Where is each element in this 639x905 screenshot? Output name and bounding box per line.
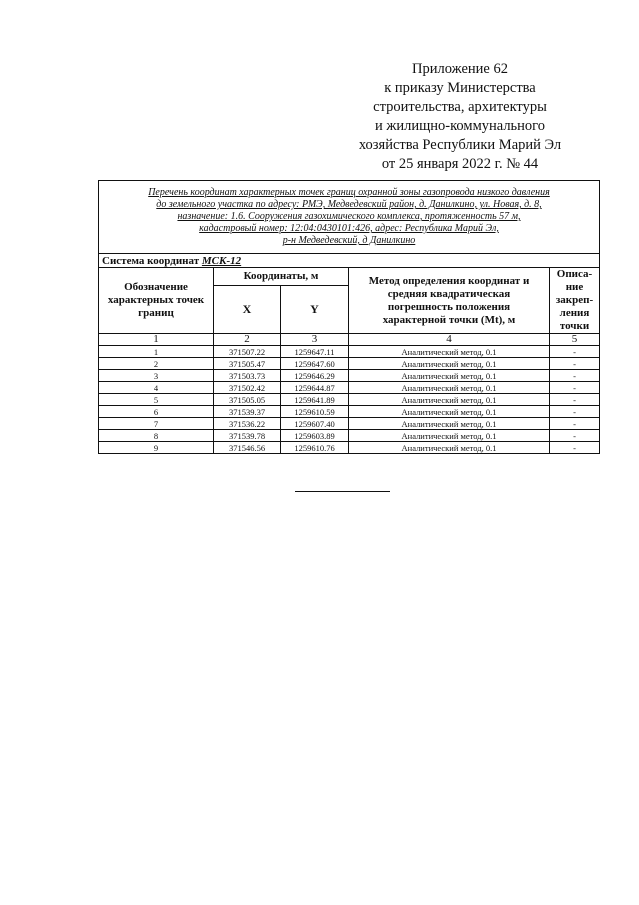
cell-point: 2 (99, 358, 214, 370)
cell-y: 1259644.87 (281, 382, 349, 394)
header-text: закреп- (555, 294, 594, 306)
header-line: к приказу Министерства (384, 80, 536, 96)
cell-desc: - (550, 442, 600, 454)
cell-y: 1259647.60 (281, 358, 349, 370)
header-text: ления (559, 307, 590, 319)
header-designation (99, 268, 214, 334)
header-text: Описа- (556, 268, 593, 280)
cell-desc: - (550, 382, 600, 394)
header-text: характерной точки (Mt), м (382, 313, 516, 326)
cell-desc: - (550, 358, 600, 370)
title-line: до земельного участка по адресу: РМЭ, Медведевский район, д. Данилкино, ул. Новая, д. 8, (156, 199, 542, 210)
header-x: X (214, 285, 281, 333)
cell-point: 5 (99, 394, 214, 406)
cell-point: 4 (99, 382, 214, 394)
coordinate-system-value: МСК-12 (201, 254, 242, 267)
cell-desc: - (550, 418, 600, 430)
cell-desc: - (550, 346, 600, 358)
cell-point: 7 (99, 418, 214, 430)
cell-method: Аналитический метод, 0.1 (349, 394, 550, 406)
cell-method: Аналитический метод, 0.1 (349, 358, 550, 370)
header-line: Приложение 62 (412, 61, 508, 77)
table-row (99, 382, 600, 394)
table-row (99, 346, 600, 358)
cell-desc: - (550, 370, 600, 382)
cell-x: 371546.56 (214, 442, 281, 454)
cell-y: 1259603.89 (281, 430, 349, 442)
table-row (99, 370, 600, 382)
cell-method: Аналитический метод, 0.1 (349, 370, 550, 382)
table-row (99, 406, 600, 418)
cell-y: 1259646.29 (281, 370, 349, 382)
column-number: 5 (550, 334, 600, 346)
cell-method: Аналитический метод, 0.1 (349, 442, 550, 454)
header-text: характерных точек (107, 294, 205, 306)
column-number: 1 (99, 334, 214, 346)
coordinates-table (98, 180, 600, 454)
header-line: строительства, архитектуры (373, 99, 547, 115)
cell-x: 371536.22 (214, 418, 281, 430)
title-line: р-н Медведевский, д Данилкино (282, 235, 416, 246)
header-text: средняя квадратическая (387, 287, 511, 300)
cell-desc: - (550, 394, 600, 406)
header-line: хозяйства Республики Марий Эл (358, 137, 562, 153)
cell-y: 1259607.40 (281, 418, 349, 430)
cell-method: Аналитический метод, 0.1 (349, 418, 550, 430)
title-line: Перечень координат характерных точек границ охранной зоны газопровода низкого давления (148, 187, 550, 198)
cell-y: 1259647.11 (281, 346, 349, 358)
header-coordinates: Координаты, м (214, 268, 349, 286)
header-method (349, 268, 550, 334)
table-row (99, 418, 600, 430)
header-text: ние (565, 281, 584, 293)
header-y: Y (281, 285, 349, 333)
header-text: погрешность положения (387, 300, 511, 313)
cell-x: 371507.22 (214, 346, 281, 358)
cell-method: Аналитический метод, 0.1 (349, 382, 550, 394)
cell-x: 371539.37 (214, 406, 281, 418)
cell-desc: - (550, 406, 600, 418)
header-line: от 25 января 2022 г. № 44 (381, 156, 539, 172)
cell-point: 8 (99, 430, 214, 442)
column-number: 4 (349, 334, 550, 346)
table-title (99, 181, 600, 254)
column-number: 3 (281, 334, 349, 346)
header-description (550, 268, 600, 334)
coordinate-system (99, 254, 600, 268)
coordinate-system-label: Система координат (102, 254, 200, 267)
header-text: Метод определения координат и (368, 274, 530, 287)
cell-method: Аналитический метод, 0.1 (349, 346, 550, 358)
cell-x: 371502.42 (214, 382, 281, 394)
header-text: границ (138, 307, 174, 319)
cell-x: 371505.05 (214, 394, 281, 406)
header-text: точки (559, 320, 590, 332)
cell-y: 1259610.59 (281, 406, 349, 418)
header-text: Обозначение (124, 281, 188, 293)
table-row (99, 442, 600, 454)
closing-rule (295, 491, 390, 492)
cell-y: 1259610.76 (281, 442, 349, 454)
cell-method: Аналитический метод, 0.1 (349, 430, 550, 442)
cell-x: 371503.73 (214, 370, 281, 382)
title-line: кадастровый номер: 12:04:0430101:426, адрес: Республика Марий Эл, (199, 223, 499, 234)
cell-point: 9 (99, 442, 214, 454)
cell-point: 3 (99, 370, 214, 382)
table-row (99, 430, 600, 442)
appendix-header (330, 60, 590, 174)
cell-point: 1 (99, 346, 214, 358)
cell-x: 371505.47 (214, 358, 281, 370)
table-row (99, 358, 600, 370)
title-line: назначение: 1.6. Сооружения газохимического комплекса, протяженность 57 м, (177, 211, 521, 222)
cell-method: Аналитический метод, 0.1 (349, 406, 550, 418)
cell-point: 6 (99, 406, 214, 418)
cell-desc: - (550, 430, 600, 442)
cell-x: 371539.78 (214, 430, 281, 442)
table-row (99, 394, 600, 406)
cell-y: 1259641.89 (281, 394, 349, 406)
column-number: 2 (214, 334, 281, 346)
header-line: и жилищно-коммунального (374, 118, 546, 134)
